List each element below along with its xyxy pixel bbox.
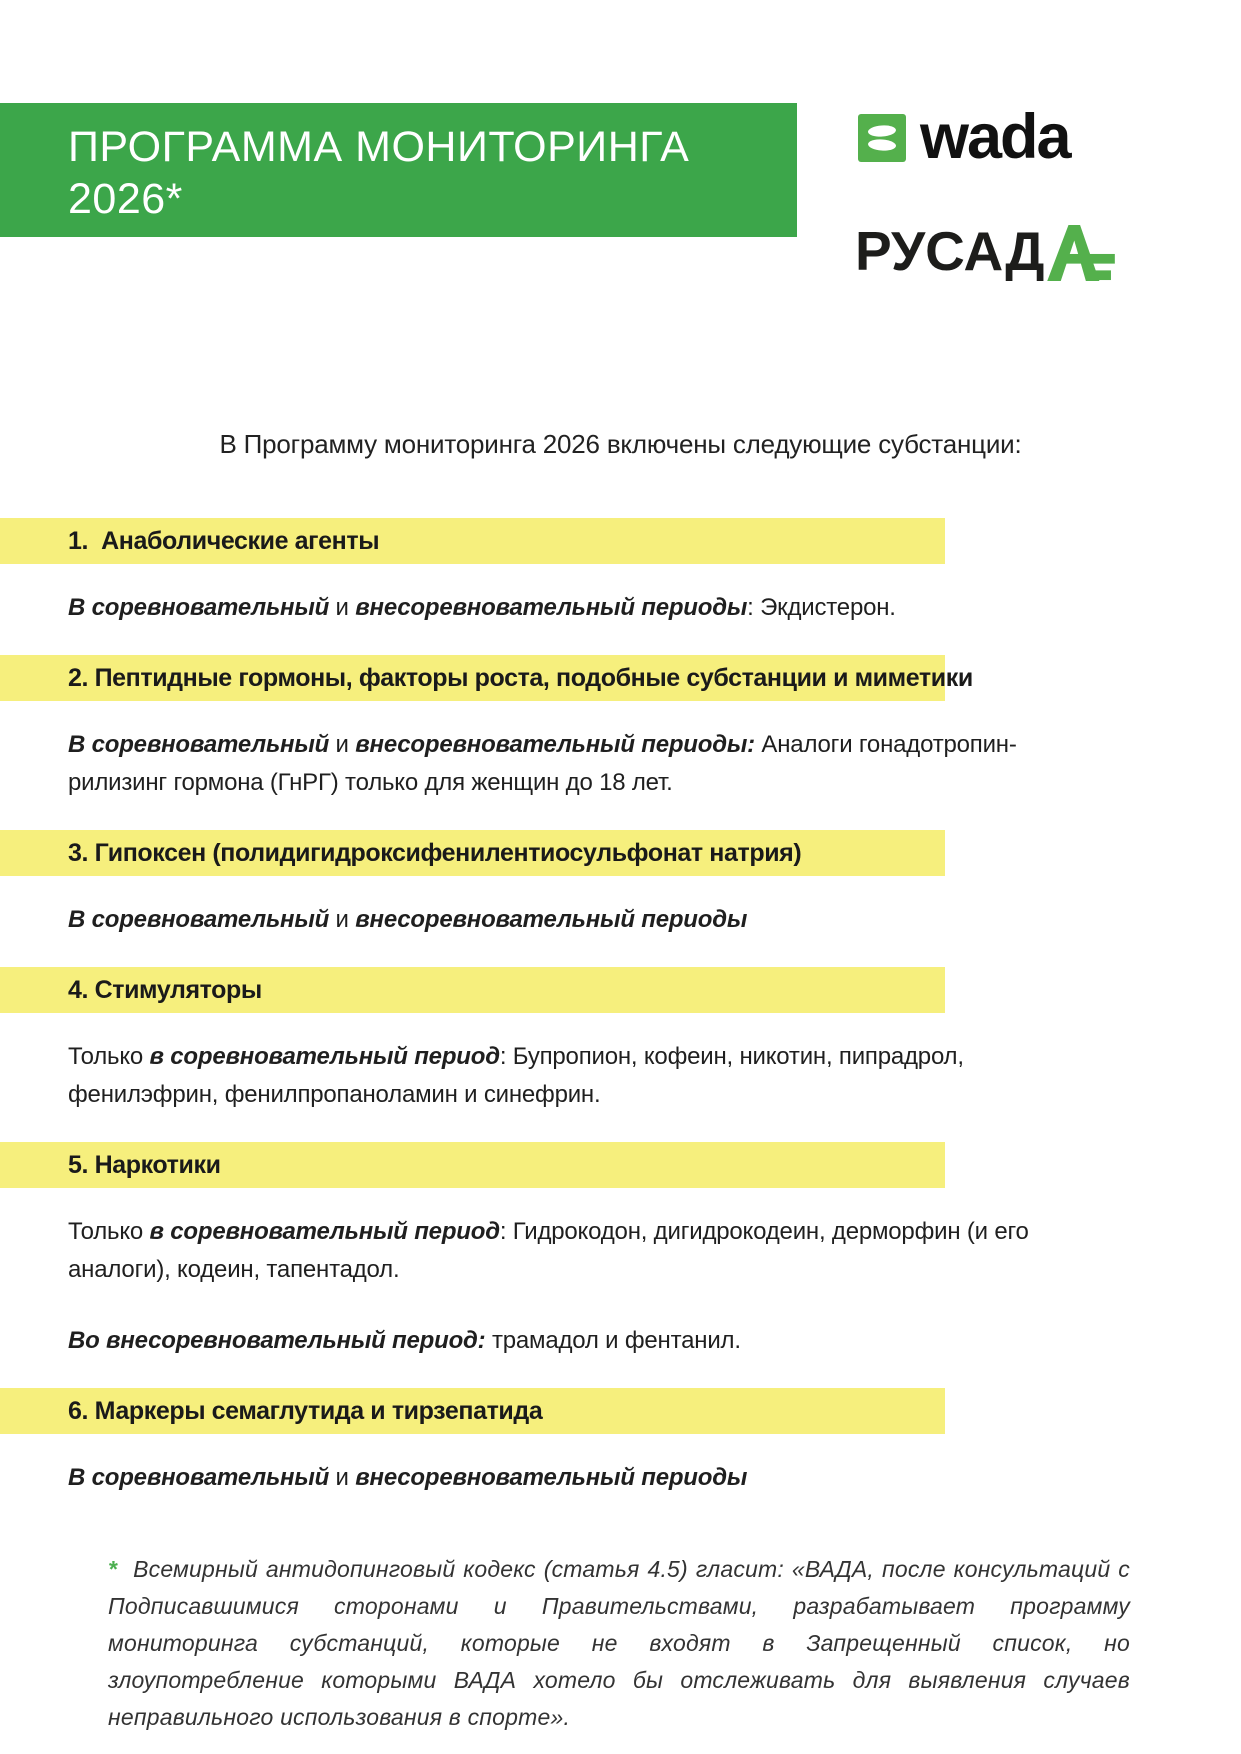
paragraph-text-run: и — [329, 594, 356, 621]
paragraph-emphasis-run: В соревновательный — [68, 906, 330, 933]
paragraph-emphasis-run: внесоревновательный периоды — [355, 1464, 748, 1491]
paragraph-text-run: Только — [68, 1218, 150, 1245]
wada-wordmark: wada — [920, 102, 1070, 172]
section-heading-band — [0, 655, 973, 701]
rusada-logo — [855, 220, 1118, 286]
paragraph-text-run: Только — [68, 1043, 150, 1070]
section-paragraph — [68, 901, 1043, 939]
section-heading: 3. Гипоксен (полидигидроксифенилентиосульфонат натрия) — [68, 838, 802, 867]
paragraph-text-run: и — [329, 731, 356, 758]
wada-icon — [858, 114, 906, 167]
paragraph-emphasis-run: внесоревновательный периоды — [355, 906, 748, 933]
paragraph-text-run: и — [329, 906, 356, 933]
section-paragraph — [68, 1038, 1043, 1114]
section — [0, 830, 1241, 939]
footnote — [108, 1551, 1130, 1736]
section-heading-band — [0, 1388, 945, 1434]
paragraph-text-run: трамадол и фентанил. — [485, 1327, 741, 1354]
paragraph-emphasis-run: внесоревновательный периоды — [355, 594, 748, 621]
page-title-line2: 2026* — [68, 175, 183, 223]
paragraph-text-run: : Бупропион, кофеин, никотин, пипрадрол, фенилэфрин, фенилпропаноламин и синефрин. — [68, 1043, 964, 1108]
section-heading: 6. Маркеры семаглутида и тирзепатида — [68, 1396, 543, 1425]
section-paragraph — [68, 726, 1043, 802]
section-paragraph — [68, 1459, 1043, 1497]
section-heading-band — [0, 518, 945, 564]
section — [0, 655, 1241, 802]
section-heading: 1. Анаболические агенты — [68, 526, 380, 555]
paragraph-text-run: и — [329, 1464, 356, 1491]
section — [0, 1142, 1241, 1360]
paragraph-emphasis-run: в соревновательный период — [149, 1043, 500, 1070]
sections-list — [0, 518, 1241, 1497]
paragraph-text-run: Аналоги гонадотропин-рилизинг гормона (ГнРГ) только для женщин до 18 лет. — [68, 731, 1017, 796]
paragraph-emphasis-run: В соревновательный — [68, 594, 330, 621]
intro-text: В Программу мониторинга 2026 включены следующие субстанции: — [219, 429, 1022, 459]
footnote-text: Всемирный антидопинговый кодекс (статья 4.5) гласит: «ВАДА, после консультаций с Подписавшимися сторонами и Правительствами, разрабатывает программу мониторинга субстанций, которые не входят в Запрещенный список, но злоупотребление которыми ВАДА хотело бы отслеживать для выявления случаев неправильного использования в спорте». — [108, 1556, 1130, 1730]
section-heading: 2. Пептидные гормоны, факторы роста, подобные субстанции и миметики — [68, 663, 973, 692]
footnote-spacer — [117, 1556, 133, 1582]
header-banner — [0, 103, 797, 237]
footnote-asterisk: * — [108, 1556, 118, 1582]
section-paragraph — [68, 589, 1043, 627]
section-heading: 4. Стимуляторы — [68, 975, 262, 1004]
section-heading: 5. Наркотики — [68, 1150, 221, 1179]
paragraph-emphasis-run: В соревновательный — [68, 731, 330, 758]
rusada-accent-a-icon — [1046, 225, 1118, 286]
paragraph-text-run: : Экдистерон. — [747, 594, 896, 621]
wada-logo — [858, 102, 1070, 175]
paragraph-emphasis-run: В соревновательный — [68, 1464, 330, 1491]
paragraph-emphasis-run: внесоревновательный периоды: — [355, 731, 755, 758]
section-paragraph — [68, 1213, 1043, 1289]
paragraph-emphasis-run: Во внесоревновательный период: — [68, 1327, 486, 1354]
section-heading-band — [0, 1142, 945, 1188]
section — [0, 518, 1241, 627]
section — [0, 967, 1241, 1114]
section-heading-band — [0, 967, 945, 1013]
page-title — [0, 103, 797, 225]
section — [0, 1388, 1241, 1497]
rusada-wordmark: РУСАД — [855, 220, 1045, 282]
section-heading-band — [0, 830, 945, 876]
section-paragraph — [68, 1322, 1043, 1360]
paragraph-text-run: : Гидрокодон, дигидрокодеин, дерморфин (и его аналоги), кодеин, тапентадол. — [68, 1218, 1029, 1283]
page-title-line1: ПРОГРАММА МОНИТОРИНГА — [68, 123, 690, 171]
paragraph-emphasis-run: в соревновательный период — [149, 1218, 500, 1245]
